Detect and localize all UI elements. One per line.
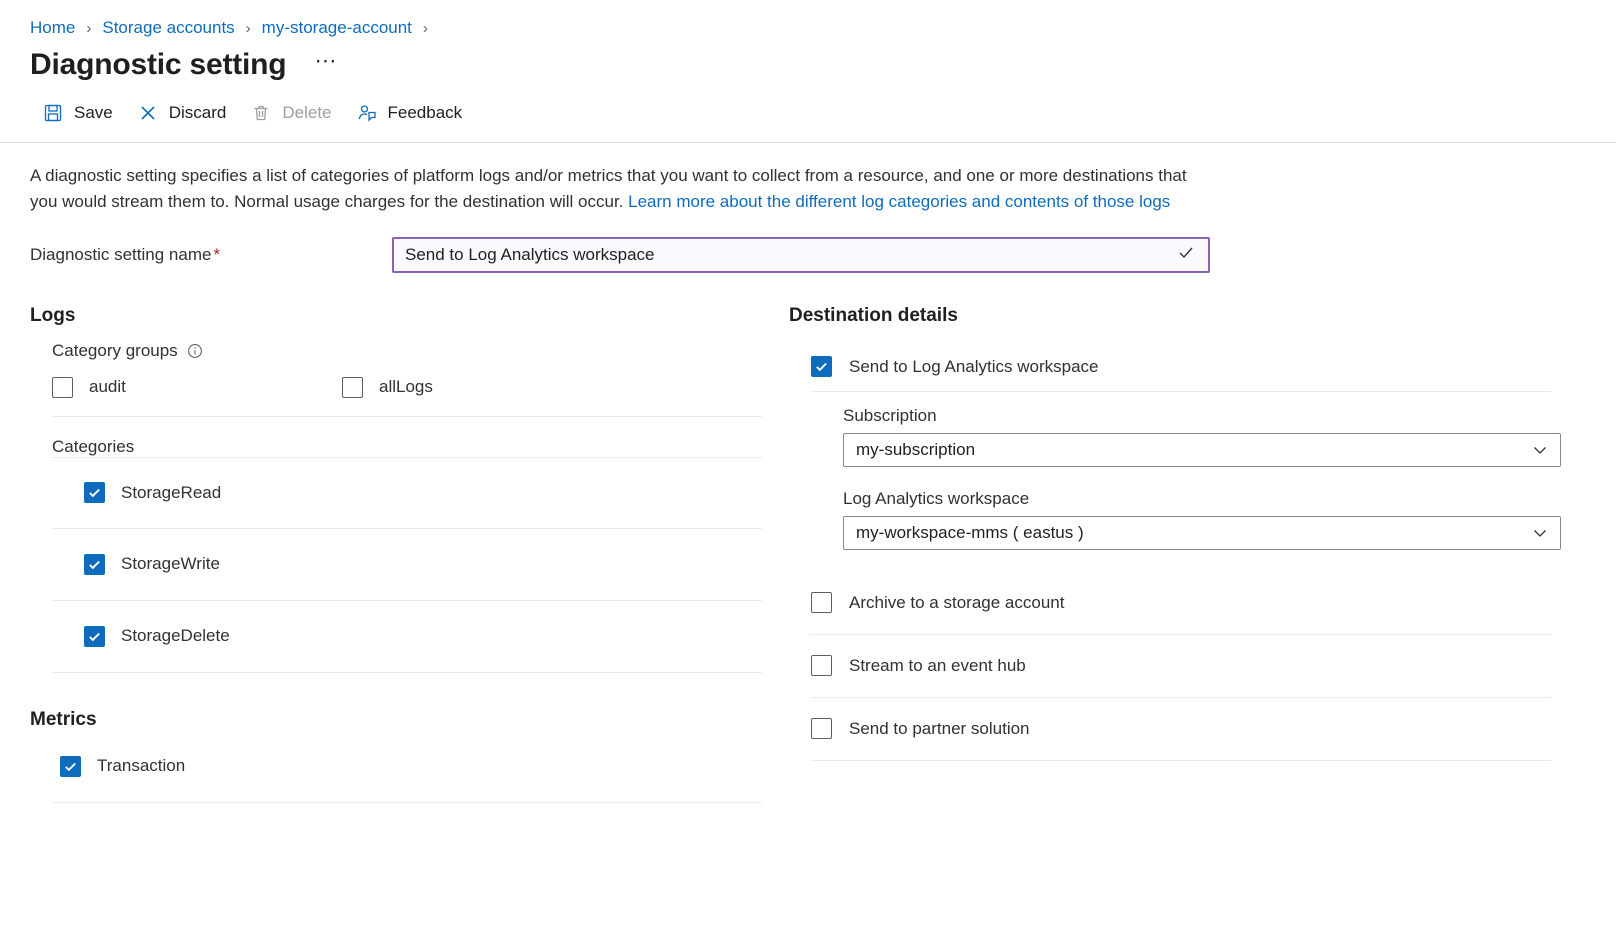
diagnostic-setting-name-input[interactable] <box>392 237 1210 273</box>
checkbox-send-to-log-analytics-box[interactable] <box>811 356 832 377</box>
checkbox-storageread-label: StorageRead <box>121 482 222 502</box>
checkbox-send-to-partner-solution-label: Send to partner solution <box>849 718 1030 738</box>
subscription-label: Subscription <box>843 405 937 425</box>
logs-column <box>0 305 775 803</box>
list-item <box>52 529 762 601</box>
subscription-select-value: my-subscription <box>856 439 976 459</box>
checkbox-transaction[interactable] <box>60 756 185 777</box>
save-button[interactable] <box>34 96 129 130</box>
feedback-button[interactable] <box>348 96 479 130</box>
checkbox-send-to-partner-solution-box[interactable] <box>811 718 832 739</box>
checkbox-send-to-partner-solution[interactable] <box>811 698 1551 760</box>
description-body: A diagnostic setting specifies a list of categories of platform logs and/or metrics that you want to collect from a resource, and one or more destinations that you would stream them to. Normal usage charges for the destination will occur. <box>30 166 1187 211</box>
checkbox-transaction-box[interactable] <box>60 756 81 777</box>
logs-title: Logs <box>30 304 76 326</box>
description-text <box>0 143 1240 215</box>
subscription-select[interactable] <box>843 433 1561 467</box>
checkbox-storagewrite[interactable] <box>84 554 220 575</box>
checkbox-audit[interactable] <box>52 377 342 398</box>
checkbox-audit-box[interactable] <box>52 377 73 398</box>
chevron-down-icon <box>1531 524 1549 542</box>
save-button-label: Save <box>74 103 113 122</box>
checkbox-archive-to-storage-account-label: Archive to a storage account <box>849 592 1065 612</box>
workspace-field <box>843 489 1551 550</box>
destination-details-title: Destination details <box>789 304 958 326</box>
title-row <box>0 38 1616 82</box>
list-item <box>52 601 762 673</box>
checkbox-send-to-log-analytics[interactable] <box>811 343 1551 391</box>
breadcrumb-separator-icon: › <box>245 19 251 37</box>
checkbox-transaction-label: Transaction <box>97 756 186 776</box>
checkbox-send-to-log-analytics-label: Send to Log Analytics workspace <box>849 356 1099 376</box>
checkbox-storagedelete-box[interactable] <box>84 626 105 647</box>
discard-button-label: Discard <box>168 103 227 122</box>
checkbox-storagedelete-label: StorageDelete <box>121 626 230 646</box>
diagnostic-setting-name-row <box>0 215 1616 273</box>
breadcrumb-separator-icon: › <box>422 19 428 37</box>
breadcrumb <box>0 0 1616 38</box>
destination-column <box>775 305 1565 803</box>
page-title: Diagnostic setting <box>30 48 287 81</box>
list-item <box>52 457 762 529</box>
workspace-select-value: my-workspace-mms ( eastus ) <box>856 522 1084 542</box>
breadcrumb-separator-icon: › <box>86 19 92 37</box>
close-icon <box>137 102 159 124</box>
categories-label: Categories <box>52 436 135 456</box>
diagnostic-setting-name-label-text: Diagnostic setting name <box>30 244 212 264</box>
checkbox-storagewrite-box[interactable] <box>84 554 105 575</box>
breadcrumb-item-my-storage-account[interactable]: my-storage-account <box>261 18 412 37</box>
breadcrumb-item-home[interactable]: Home <box>30 18 76 37</box>
delete-button-label: Delete <box>282 103 332 122</box>
checkbox-archive-to-storage-account-box[interactable] <box>811 592 832 613</box>
categories-list <box>52 457 762 673</box>
checkbox-storagewrite-label: StorageWrite <box>121 554 220 574</box>
main-columns <box>0 273 1616 803</box>
checkbox-alllogs-label: allLogs <box>379 377 433 397</box>
checkbox-stream-to-event-hub-label: Stream to an event hub <box>849 655 1026 675</box>
diagnostic-setting-name-input-wrap <box>392 237 1210 273</box>
more-options-icon[interactable]: ⋯ <box>314 48 337 73</box>
checkbox-storageread-box[interactable] <box>84 482 105 503</box>
subscription-field <box>843 406 1551 467</box>
category-groups-row <box>52 377 762 417</box>
metrics-list <box>52 731 762 803</box>
checkbox-audit-label: audit <box>89 377 126 397</box>
save-icon <box>42 102 64 124</box>
checkbox-stream-to-event-hub[interactable] <box>811 635 1551 697</box>
workspace-select[interactable] <box>843 516 1561 550</box>
category-groups-label <box>52 341 775 361</box>
info-icon[interactable] <box>187 343 203 359</box>
required-marker: * <box>213 244 221 264</box>
chevron-down-icon <box>1531 441 1549 459</box>
list-item <box>52 731 762 803</box>
feedback-button-label: Feedback <box>387 103 463 122</box>
person-feedback-icon <box>356 102 378 124</box>
destination-options <box>811 343 1551 761</box>
workspace-label: Log Analytics workspace <box>843 488 1030 508</box>
metrics-title: Metrics <box>30 708 97 730</box>
category-groups-label-text: Category groups <box>52 340 178 360</box>
command-bar <box>0 82 1616 142</box>
breadcrumb-item-storage-accounts[interactable]: Storage accounts <box>102 18 235 37</box>
checkbox-archive-to-storage-account[interactable] <box>811 572 1551 634</box>
checkbox-alllogs[interactable] <box>342 377 632 398</box>
checkbox-alllogs-box[interactable] <box>342 377 363 398</box>
discard-button[interactable] <box>129 96 243 130</box>
checkbox-stream-to-event-hub-box[interactable] <box>811 655 832 676</box>
checkbox-storagedelete[interactable] <box>84 626 230 647</box>
divider <box>811 391 1551 392</box>
learn-more-link[interactable]: Learn more about the different log categories and contents of those logs <box>628 191 1171 211</box>
trash-icon <box>250 102 272 124</box>
divider <box>811 760 1551 761</box>
delete-button[interactable] <box>242 96 347 130</box>
checkbox-storageread[interactable] <box>84 482 221 503</box>
diagnostic-setting-name-label <box>30 245 392 265</box>
